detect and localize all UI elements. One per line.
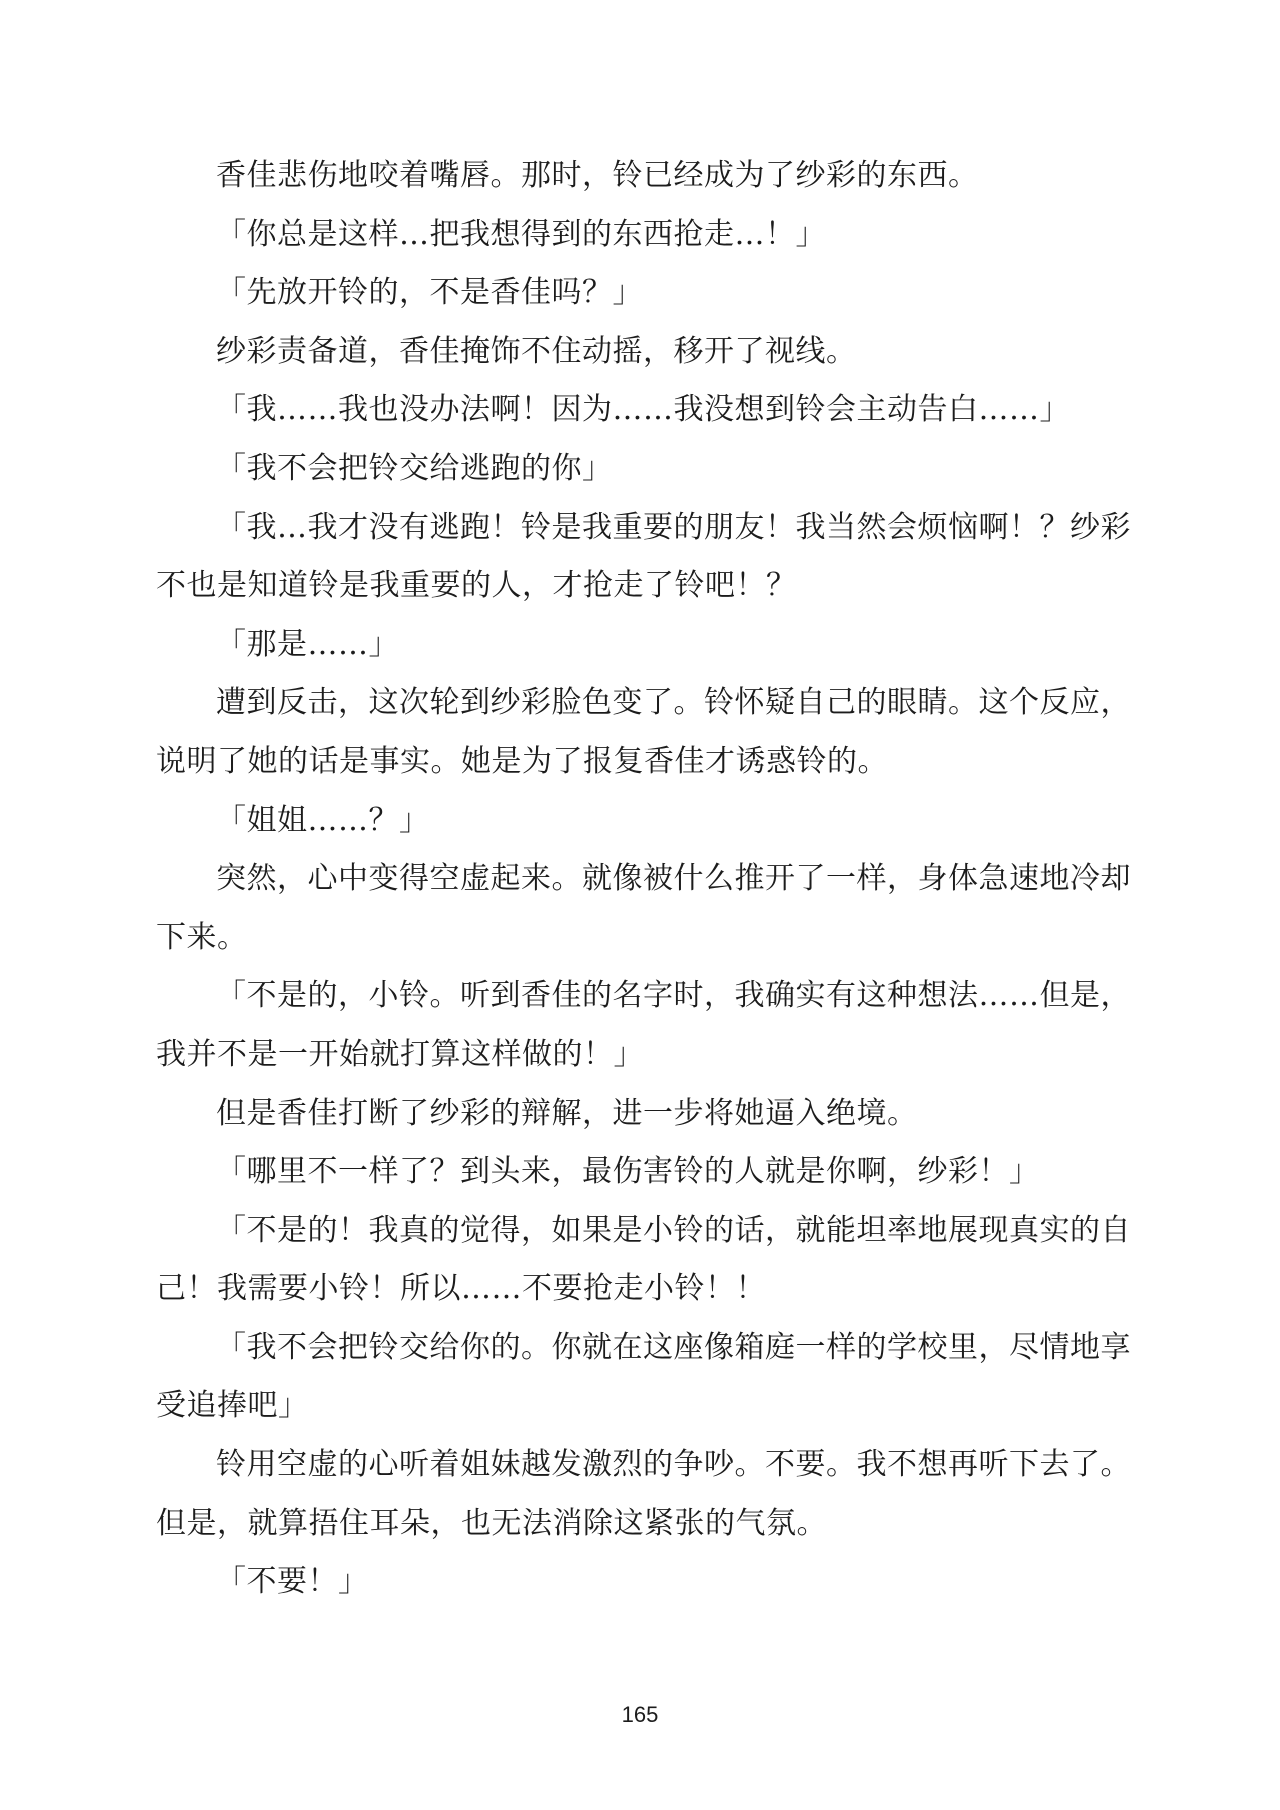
paragraph: 「姐姐……？」: [216, 802, 430, 838]
paragraph: 「先放开铃的，不是香佳吗？」: [216, 275, 643, 311]
paragraph: 「哪里不一样了？到头来，最伤害铃的人就是你啊，纱彩！」: [216, 1154, 1040, 1190]
paragraph: 「不是的，小铃。听到香佳的名字时，我确实有这种想法……但是，我并不是一开始就打算这样做的！」: [156, 978, 1131, 1072]
paragraph: 「我…我才没有逃跑！铃是我重要的朋友！我当然会烦恼啊！？纱彩不也是知道铃是我重要的人，才抢走了铃吧！？: [156, 509, 1131, 604]
paragraph: 「不是的！我真的觉得，如果是小铃的话，就能坦率地展现真实的自己！我需要小铃！所以……不要抢走小铃！！: [156, 1212, 1131, 1307]
paragraph: 但是香佳打断了纱彩的辩解，进一步将她逼入绝境。: [216, 1095, 918, 1131]
paragraph: 铃用空虚的心听着姐妹越发激烈的争吵。不要。我不想再听下去了。但是，就算捂住耳朵，也无法消除这紧张的气氛。: [156, 1447, 1131, 1541]
paragraph: 「你总是这样…把我想得到的东西抢走…！」: [216, 216, 826, 252]
paragraph: 突然，心中变得空虚起来。就像被什么推开了一样，身体急速地冷却下来。: [156, 861, 1131, 955]
paragraph: 「那是……」: [216, 626, 399, 662]
page-number: 165: [621, 1702, 659, 1727]
paragraph: 香佳悲伤地咬着嘴唇。那时，铃已经成为了纱彩的东西。: [216, 158, 979, 193]
paragraph: 纱彩责备道，香佳掩饰不住动摇，移开了视线。: [216, 333, 857, 369]
paragraph: 「不要！」: [216, 1564, 369, 1600]
paragraph: 遭到反击，这次轮到纱彩脸色变了。铃怀疑自己的眼睛。这个反应，说明了她的话是事实。她是为了报复香佳才诱惑铃的。: [156, 685, 1131, 779]
paragraph: 「我不会把铃交给你的。你就在这座像箱庭一样的学校里，尽情地享受追捧吧」: [156, 1329, 1131, 1424]
paragraph: 「我不会把铃交给逃跑的你」: [216, 450, 613, 486]
body-text: [156, 147, 1131, 1612]
paragraph: 「我……我也没办法啊！因为……我没想到铃会主动告白……」: [216, 392, 1070, 428]
